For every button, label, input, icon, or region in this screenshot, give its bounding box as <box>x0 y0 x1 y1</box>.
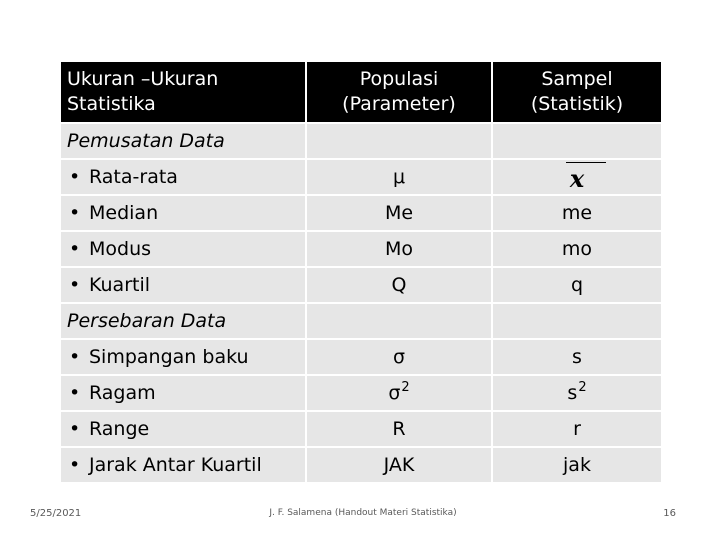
table-row <box>61 160 661 194</box>
cell-sampel: mo <box>493 232 661 266</box>
table-row <box>61 196 661 230</box>
header-sampel: Sampel (Statistik) <box>493 62 661 122</box>
table-row <box>61 124 661 158</box>
cell-populasi <box>307 376 491 410</box>
exponent-two: 2 <box>401 380 410 395</box>
bullet-icon: • <box>69 382 81 404</box>
bullet-icon: • <box>69 346 81 368</box>
table-row <box>61 412 661 446</box>
bullet-icon: • <box>69 202 81 224</box>
table-header-row <box>61 62 661 122</box>
table-row <box>61 448 661 482</box>
cell-populasi: Mo <box>307 232 491 266</box>
cell-populasi: Me <box>307 196 491 230</box>
page-number: 16 <box>663 508 676 519</box>
row-label-text: Simpangan baku <box>89 346 249 368</box>
bullet-icon: • <box>69 238 81 260</box>
cell-populasi: R <box>307 412 491 446</box>
row-label-text: Rata-rata <box>89 166 178 188</box>
x-bar-symbol: x <box>569 163 585 193</box>
cell-sampel <box>493 160 661 194</box>
cell-sampel: q <box>493 268 661 302</box>
cell-sampel <box>493 304 661 338</box>
cell-populasi: Q <box>307 268 491 302</box>
cell-sampel: jak <box>493 448 661 482</box>
statistics-table <box>59 60 663 484</box>
table-row <box>61 304 661 338</box>
bullet-icon: • <box>69 166 81 188</box>
cell-sampel: me <box>493 196 661 230</box>
cell-sampel <box>493 376 661 410</box>
row-label-text: Range <box>89 418 150 440</box>
cell-populasi <box>307 124 491 158</box>
row-label <box>61 340 305 374</box>
row-label <box>61 412 305 446</box>
cell-sampel <box>493 124 661 158</box>
bullet-icon: • <box>69 274 81 296</box>
exponent-two: 2 <box>578 380 587 395</box>
row-label <box>61 376 305 410</box>
header-ukuran: Ukuran –Ukuran Statistika <box>61 62 305 122</box>
row-label <box>61 232 305 266</box>
sigma-symbol: σ <box>388 382 401 404</box>
row-label-text: Jarak Antar Kuartil <box>89 454 262 476</box>
footer-source: J. F. Salamena (Handout Materi Statistika) <box>269 508 457 518</box>
cell-sampel: r <box>493 412 661 446</box>
cell-populasi: μ <box>307 160 491 194</box>
table-row <box>61 232 661 266</box>
footer-date: 5/25/2021 <box>30 508 82 519</box>
cell-populasi <box>307 304 491 338</box>
cell-populasi: σ <box>307 340 491 374</box>
row-label-text: Median <box>89 202 159 224</box>
cell-populasi: JAK <box>307 448 491 482</box>
row-label-text: Ragam <box>89 382 156 404</box>
bullet-icon: • <box>69 418 81 440</box>
row-label-text: Kuartil <box>89 274 151 296</box>
row-label <box>61 448 305 482</box>
cell-sampel: s <box>493 340 661 374</box>
row-label-text: Modus <box>89 238 152 260</box>
section-label-pemusatan: Pemusatan Data <box>61 124 305 158</box>
row-label <box>61 160 305 194</box>
section-label-persebaran: Persebaran Data <box>61 304 305 338</box>
header-populasi: Populasi (Parameter) <box>307 62 491 122</box>
row-label <box>61 268 305 302</box>
table-row <box>61 340 661 374</box>
bullet-icon: • <box>69 454 81 476</box>
row-label <box>61 196 305 230</box>
s-symbol: s <box>567 382 578 404</box>
table-row <box>61 376 661 410</box>
table-row <box>61 268 661 302</box>
